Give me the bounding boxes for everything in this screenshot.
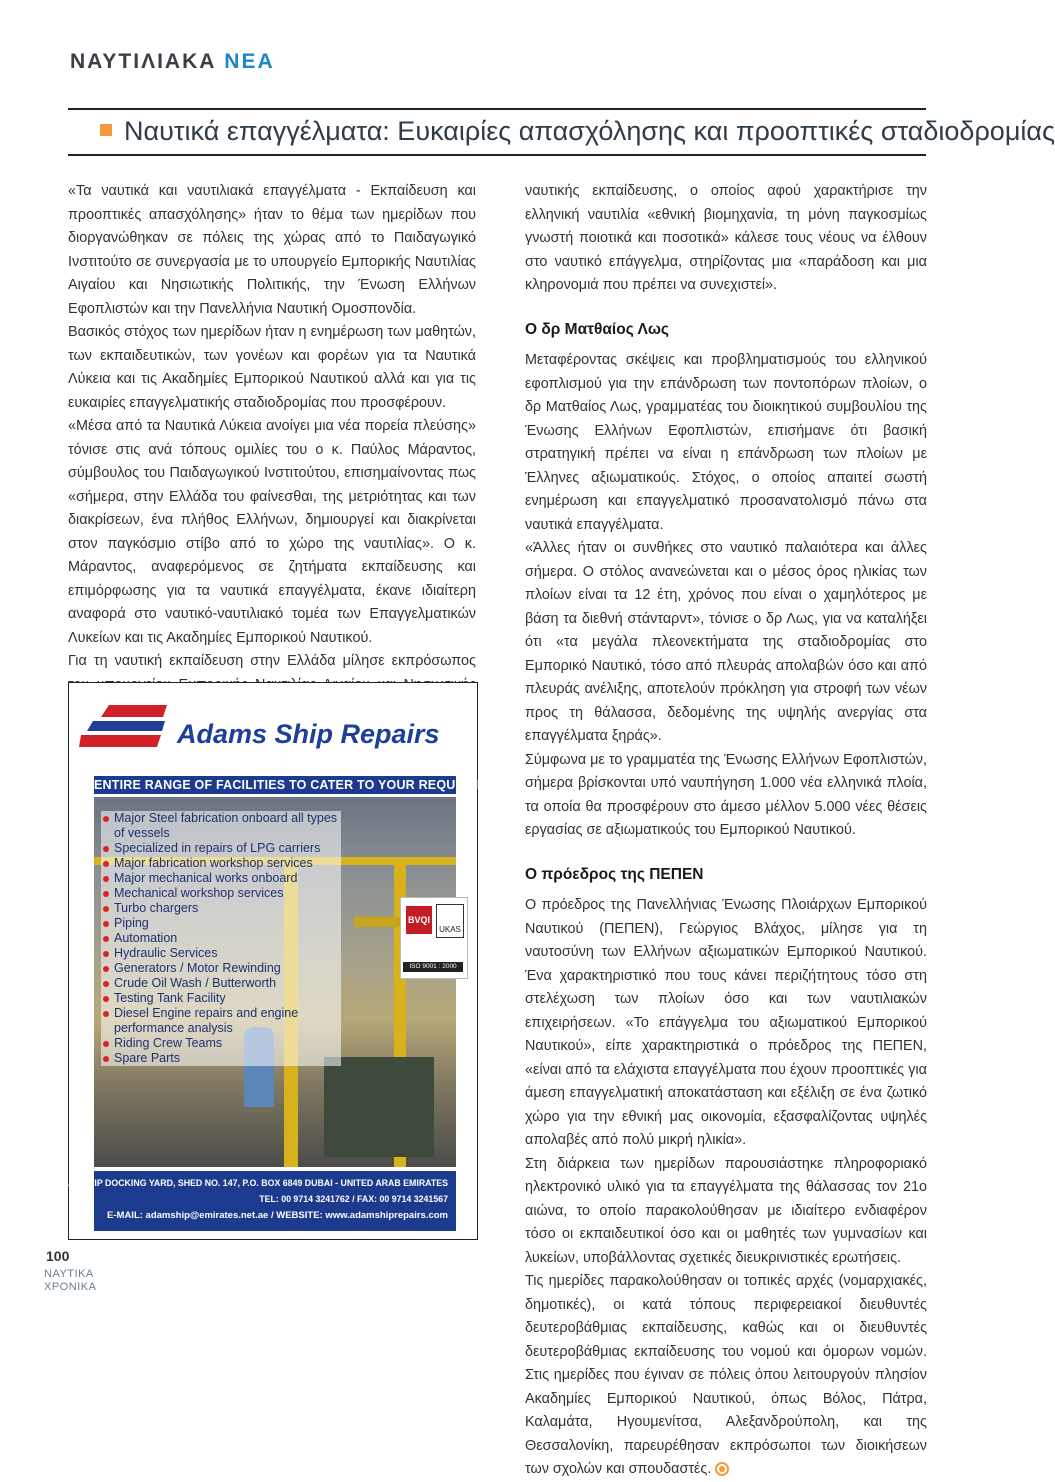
paragraph: ναυτικής εκπαίδευσης, ο οποίος αφού χαρακτήρισε την ελληνική ναυτιλία «εθνική βιομηχανία, τη μόνη παγκοσμίως γνωστή ποιοτικά και ποσοτικά» κάλεσε τους νέους να έλθουν στο ναυτικό επάγγελμα, στηρίζοντας μια «παράδοση και μια κληρονομιά που πρέπει να συνεχιστεί». (525, 183, 927, 293)
list-item: Testing Tank Facility (101, 991, 341, 1006)
paragraph: «Μέσα από τα Ναυτικά Λύκεια ανοίγει μια νέα πορεία πλεύσης» τόνισε στις ανά τόπους ομιλίες του ο κ. Παύλος Μάραντος, σύμβουλος του Παιδαγωγικού Ινστιτούτου, επισημαίνοντας πως «σήμερα, στην Ελλάδα του φαίνεσθαι, της μετριότητας και των διακρίσεων, ένα πλήθος Ελλήνων, δημιουργεί και διακρίνεται στον παγκόσμιο στίβο από το χώρο της ναυτιλίας». Ο κ. Μάραντος, αναφερόμενος σε ζητήματα εκπαίδευσης και επιμόρφωσης για τα ναυτικά επαγγέλματα, έκανε ιδιαίτερη αναφορά στο ναυτικό-ναυτιλιακό τομέα των Επαγγελματικών Λυκείων και τις Ακαδημίες Εμπορικού Ναυτικού. (68, 418, 476, 646)
headline-top-rule (68, 108, 926, 110)
list-item: Major Steel fabrication onboard all types of vessels (101, 811, 341, 841)
magazine-name-line: ΧΡΟΝΙΚΑ (44, 1281, 97, 1293)
end-mark-icon (715, 1462, 729, 1476)
subheading: Ο δρ Ματθαίος Λως (525, 320, 669, 338)
ad-contact-bar (36, 1171, 456, 1231)
paragraph: Βασικός στόχος των ημερίδων ήταν η ενημέρωση των μαθητών, των εκπαιδευτικών, των γονέων και φορέων για τα Ναυτικά Λύκεια και τις Ακαδημίες Εμπορικού Ναυτικού αλλά και για τις ευκαιρίες επαγγελματικής σταδιοδρομίας που προσφέρουν. (68, 324, 476, 411)
headline-text: Ναυτικά επαγγέλματα: Ευκαιρίες απασχόλησης και προοπτικές σταδιοδρομίας (124, 116, 1055, 146)
subheading: Ο πρόεδρος της ΠΕΠΕΝ (525, 865, 704, 883)
services-list (101, 811, 341, 1066)
ukas-logo: UKAS (436, 904, 464, 938)
magazine-name-line: ΝΑΥΤΙΚΑ (44, 1268, 94, 1280)
list-item: Specialized in repairs of LPG carriers (101, 841, 341, 856)
right-column (525, 180, 927, 1482)
ad-contact: E-MAIL: adamship@emirates.net.ae / WEBSITE: www.adamshiprepairs.com (107, 1210, 448, 1221)
paragraph: Σύμφωνα με το γραμματέα της Ένωσης Ελλήνων Εφοπλιστών, σήμερα βρίσκονται υπό ναυπήγηση 1.000 νέα ελληνικά πλοία, τα οποία θα προσφέρουν στο άμεσο μέλλον 5.000 νέες θέσεις εργασίας σε αξιωματικούς του Εμπορικού Ναυτικού. (525, 751, 927, 838)
list-item: Turbo chargers (101, 901, 341, 916)
list-item: Major fabrication workshop services (101, 856, 341, 871)
section-label-main: ΝΑΥΤΙΛΙΑΚΑ (70, 50, 217, 73)
paragraph (525, 1270, 927, 1482)
magazine-name (44, 1268, 96, 1294)
list-item: Major mechanical works onboard (101, 871, 341, 886)
ship-logo-icon (79, 701, 169, 751)
certification-badge (400, 897, 468, 979)
page-number: 100 (46, 1248, 70, 1264)
paragraph: «Άλλες ήταν οι συνθήκες στο ναυτικό παλαιότερα και άλλες σήμερα. Ο στόλος ανανεώνεται και ο μέσος όρος ηλικίας των πλοίων είναι τα 12 έτη, χρόνος που είναι ο χαμηλότερος με βάση τα διεθνή στάνταρντ», τόνισε ο δρ Λως, για να καταλήξει ότι «τα μεγάλα πλεονεκτήματα της σταδιοδρομίας στο Εμπορικό Ναυτικό, τόσο από πλευράς απολαβών όσο και από πλευράς ανέλιξης, αποτελούν πρόκληση για στροφή των νέων προς τη θάλασσα, δεδομένης της υψηλής ανεργίας στα επαγγέλματα ξηράς». (525, 540, 927, 744)
paragraph: Μεταφέροντας σκέψεις και προβληματισμούς του ελληνικού εφοπλισμού για την επάνδρωση των ποντοπόρων πλοίων, ο δρ Ματθαίος Λως, γραμματέας του διοικητικού συμβουλίου της Ένωσης Ελλήνων Εφοπλιστών, επισήμανε ότι βασική στρατηγική πρέπει να είναι η επάνδρωση των πλοίων με Έλληνες αξιωματικούς. Στόχος, ο οποίος απαιτεί σωστή ενημέρωση και επαγγελματικό προσανατολισμό πάνω στα ναυτικά επαγγέλματα. (525, 352, 927, 533)
list-item: Mechanical workshop services (101, 886, 341, 901)
list-item: Diesel Engine repairs and engine performance analysis (101, 1006, 341, 1036)
list-item: Riding Crew Teams (101, 1036, 341, 1051)
paragraph: Ο πρόεδρος της Πανελλήνιας Ένωσης Πλοιάρχων Εμπορικού Ναυτικού (ΠΕΠΕΝ), Γεώργιος Βλάχος, μίλησε για τη ναυτοσύνη των Ελλήνων αξιωματικών Εμπορικού Ναυτικού. Ένα χαρακτηριστικό που τους κάνει περιζήτητους τόσο στη στελέχωση των πλοίων όσο και των ναυτιλιακών επιχειρήσεων. «Το επάγγελμα του αξιωματικού Εμπορικού Ναυτικού», είπε χαρακτηριστικά ο πρόεδρος της ΠΕΠΕΝ, «είναι από τα ελάχιστα επαγγέλματα που έχουν προοπτικές για άμεση επαγγελματική αποκατάσταση και εξέλιξη σε ένα ζωτικό χώρο για την εθνική μας οικονομία, εξασφαλίζοντας υψηλές απολαβές από πολύ μικρή ηλικία». (525, 897, 927, 1148)
section-label-accent: ΝΕΑ (224, 50, 275, 73)
ad-phone: TEL: 00 9714 3241762 / FAX: 00 9714 3241567 (259, 1194, 448, 1204)
company-name: Adams Ship Repairs (177, 719, 440, 749)
iso-label: ISO 9001 : 2000 (403, 962, 463, 972)
list-item: Spare Parts (101, 1051, 341, 1066)
list-item: Piping (101, 916, 341, 931)
list-item: Automation (101, 931, 341, 946)
list-item: Crude Oil Wash / Butterworth (101, 976, 341, 991)
headline-marker-icon (100, 124, 112, 136)
paragraph: Στη διάρκεια των ημερίδων παρουσιάστηκε πληροφοριακό ηλεκτρονικό υλικό για τα επαγγέλματα της θάλασσας τον 21ο αιώνα, το οποίο παρακολούθησαν με ιδιαίτερο ενδιαφέρον τόσο οι εκπαιδευτικοί όσο και οι μαθητές των γυμνασίων και λυκείων, υποβάλλοντας σχετικές διευκρινιστικές ερωτήσεις. (525, 1155, 927, 1266)
list-item: Generators / Motor Rewinding (101, 961, 341, 976)
paragraph-text: Τις ημερίδες παρακολούθησαν οι τοπικές αρχές (νομαρχιακές, δημοτικές), οι κατά τόπους περιφερειακοί διευθυντές δευτεροβάθμιας εκπαίδευσης, καθώς και οι διευθυντές δευτεροβάθμιας εκπαίδευσης του νομού και όμορων νομών. Στις ημερίδες που έγιναν σε πόλεις όπου λειτουργούν πλησίον Ακαδημίες Εμπορικού Ναυτικού, όπως Βόλος, Πάτρα, Καλαμάτα, Ηγουμενίτσα, Αλεξανδρούπολη, και της Θεσσαλονίκη, παρευρέθησαν εκπρόσωποι των διοικήσεων των σχολών και σπουδαστές. (525, 1273, 927, 1477)
list-item: Hydraulic Services (101, 946, 341, 961)
paragraph: «Τα ναυτικά και ναυτιλιακά επαγγέλματα - Εκπαίδευση και προοπτικές απασχόλησης» ήταν το θέμα των ημερίδων που διοργανώθηκαν σε πόλεις της χώρας από το Παιδαγωγικό Ινστιτούτο σε συνεργασία με το υπουργείο Εμπορικής Ναυτιλίας Αιγαίου και Νησιωτικής Πολιτικής, την Ένωση Ελλήνων Εφοπλιστών και την Πανελλήνια Ναυτική Ομοσπονδία. (68, 183, 476, 317)
left-column (68, 180, 476, 721)
bvqi-logo: BVQI (406, 906, 432, 934)
paragraph: Για τη ναυτική εκπαίδευση στην Ελλάδα μίλησε εκπρόσωπος (68, 653, 476, 669)
advertisement (36, 682, 522, 1240)
article-headline (100, 116, 1055, 147)
ad-banner: ENTIRE RANGE OF FACILITIES TO CATER TO YOUR REQUIREMENTS (94, 778, 522, 792)
headline-bottom-rule (68, 154, 926, 156)
section-label (70, 50, 275, 74)
ad-address: AL JADAF SHIP DOCKING YARD, SHED NO. 147, P.O. BOX 6849 DUBAI - UNITED ARAB EMIRATES (36, 1178, 448, 1188)
